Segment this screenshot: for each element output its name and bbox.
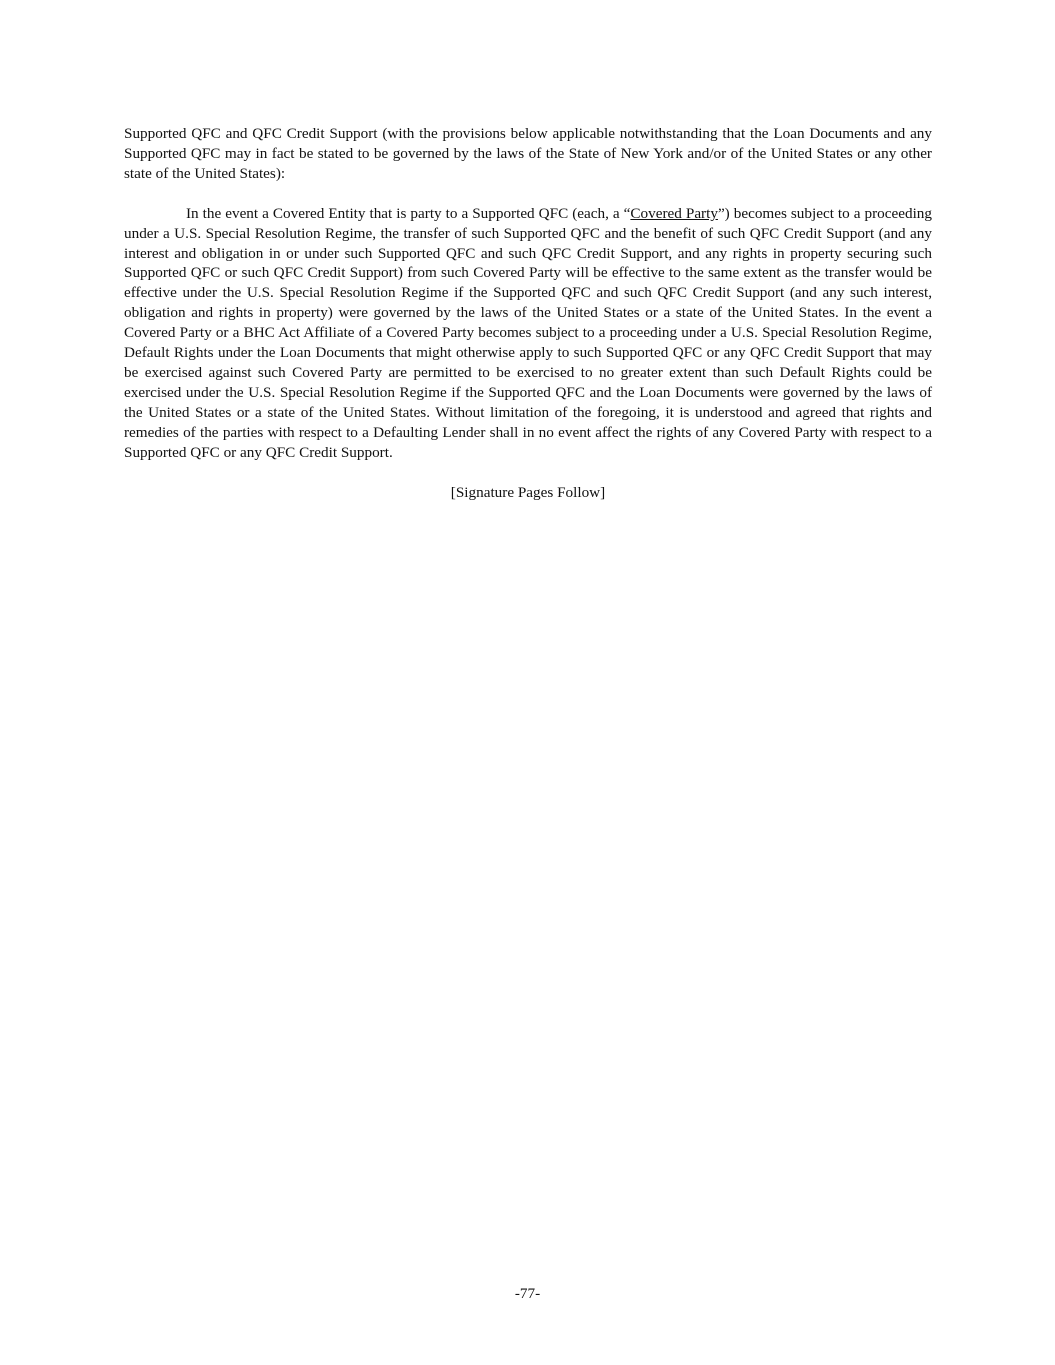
- paragraph-covered-party: [124, 204, 932, 463]
- defined-term-covered-party: Covered Party: [630, 204, 718, 222]
- paragraph-covered-party-body: ”) becomes subject to a proceeding under a U.S. Special Resolution Regime, the transfer of such Supported QFC and the benefit of such QFC Credit Support (and any interest and obligation in or under such Supported QFC and such QFC Credit Support, and any rights in property securing such Supported QFC or such QFC Credit Support) from such Covered Party will be effective to the same extent as the transfer would be effective under the U.S. Special Resolution Regime if the Supported QFC and such QFC Credit Support (and any such interest, obligation and rights in property) were governed by the laws of the United States or a state of the United States. In the event a Covered Party or a BHC Act Affiliate of a Covered Party becomes subject to a proceeding under a U.S. Special Resolution Regime, Default Rights under the Loan Documents that might otherwise apply to such Supported QFC or any QFC Credit Support that may be exercised against such Covered Party are permitted to be exercised to no greater extent than such Default Rights could be exercised under the U.S. Special Resolution Regime if the Supported QFC and the Loan Documents were governed by the laws of the United States or a state of the United States. Without limitation of the foregoing, it is understood and agreed that rights and remedies of the parties with respect to a Defaulting Lender shall in no event affect the rights of any Covered Party with respect to a Supported QFC or any QFC Credit Support.: [124, 204, 932, 461]
- document-body: [124, 124, 932, 502]
- signature-pages-note: [Signature Pages Follow]: [450, 483, 606, 501]
- paragraph-covered-party-lead: In the event a Covered Entity that is party to a Supported QFC (each, a “: [186, 204, 631, 222]
- paragraph-qfc-governing-law: Supported QFC and QFC Credit Support (with the provisions below applicable notwithstanding that the Loan Documents and any Supported QFC may in fact be stated to be governed by the laws of the State of New York and/or of the United States or any other state of the United States):: [124, 125, 932, 182]
- page-number: -77-: [514, 1285, 541, 1302]
